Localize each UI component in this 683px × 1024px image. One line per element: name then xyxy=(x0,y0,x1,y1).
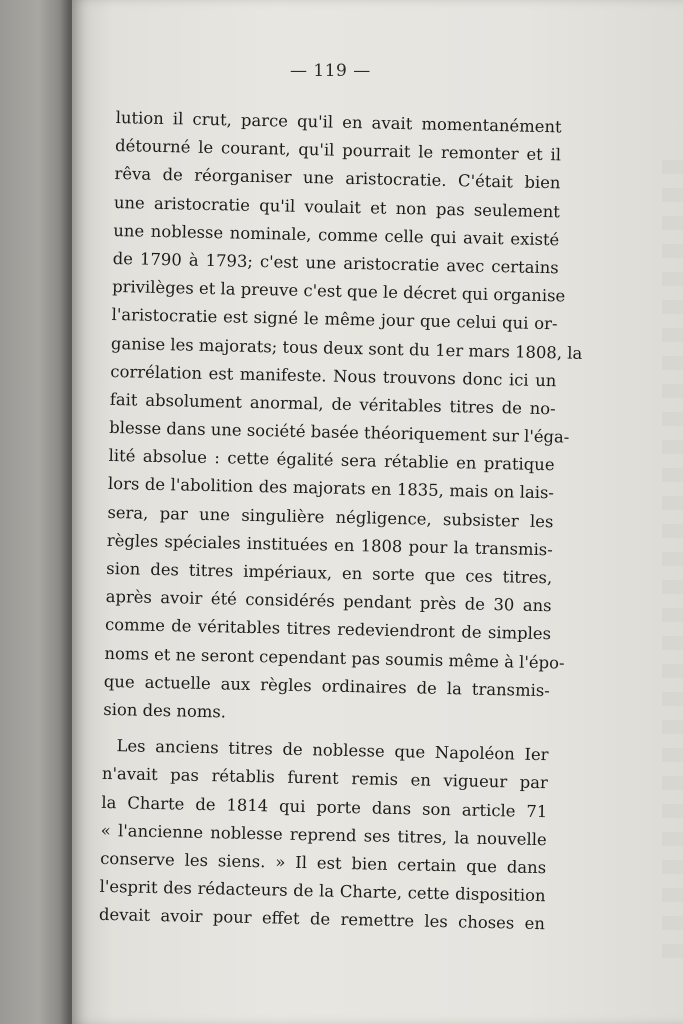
text-line: rêva de réorganiser une aristocratie. C'était bien xyxy=(114,164,561,193)
text-line: noms et ne seront cependant pas soumis même à l'épo- xyxy=(104,643,565,673)
text-line: lité absolue : cette égalité sera rétablie en pratique xyxy=(108,446,555,475)
text-line: privilèges et la preuve c'est que le décret qui organise xyxy=(111,277,566,306)
text-line: corrélation est manifeste. Nous trouvons donc ici un xyxy=(110,361,557,390)
text-line: lors de l'abolition des majorats en 1835, mais on lais- xyxy=(107,474,555,503)
text-line: devait avoir pour effet de remettre les choses en xyxy=(98,905,546,934)
facing-page-edge xyxy=(0,0,70,1024)
text-line: la Charte de 1814 qui porte dans son article 71 xyxy=(101,792,548,821)
text-line: n'avait pas rétablis furent remis en vigueur par xyxy=(101,764,549,793)
text-line: détourné le courant, qu'il pourrait le remonter et il xyxy=(114,136,562,165)
paragraph-1 xyxy=(103,104,583,733)
text-line: lution il crut, parce qu'il en avait momentanément xyxy=(115,107,562,137)
text-line: sion des noms. xyxy=(103,699,227,722)
text-line: sion des titres impériaux, en sorte que ces titres, xyxy=(106,558,553,588)
text-line: « l'ancienne noblesse reprend ses titres, la nouvelle xyxy=(100,820,547,849)
text-line: règles spéciales instituées en 1808 pour la transmis- xyxy=(106,530,553,560)
text-line: fait absolument anormal, de véritables titres de no- xyxy=(109,389,556,419)
text-line: Les anciens titres de noblesse que Napoléon Ier xyxy=(116,736,549,765)
show-through-text xyxy=(662,160,683,960)
page-number: — 119 — xyxy=(290,61,371,81)
page-body-text xyxy=(98,104,583,939)
text-line: sera, par une singulière négligence, subsister les xyxy=(107,502,554,531)
text-line: ganise les majorats; tous deux sont du 1er mars 1808, la xyxy=(110,333,583,363)
text-line: de 1790 à 1793; c'est une aristocratie avec certains xyxy=(112,248,559,278)
text-line: une aristocratie qu'il voulait et non pas seulement xyxy=(113,192,561,221)
text-line: blesse dans une société basée théoriquement sur l'éga- xyxy=(109,417,570,447)
text-line: l'aristocratie est signé le même jour que celui qui or- xyxy=(111,305,558,334)
paragraph-2 xyxy=(99,732,549,939)
text-line: que actuelle aux règles ordinaires de la transmis- xyxy=(103,671,551,700)
text-line: comme de véritables titres redeviendront de simples xyxy=(104,615,552,644)
text-line: l'esprit des rédacteurs de la Charte, cette disposition xyxy=(99,876,546,906)
text-line: conserve les siens. » Il est bien certain que dans xyxy=(100,848,547,878)
text-line: une noblesse nominale, comme celle qui avait existé xyxy=(113,220,560,250)
text-line: après avoir été considérés pendant près de 30 ans xyxy=(105,587,552,616)
